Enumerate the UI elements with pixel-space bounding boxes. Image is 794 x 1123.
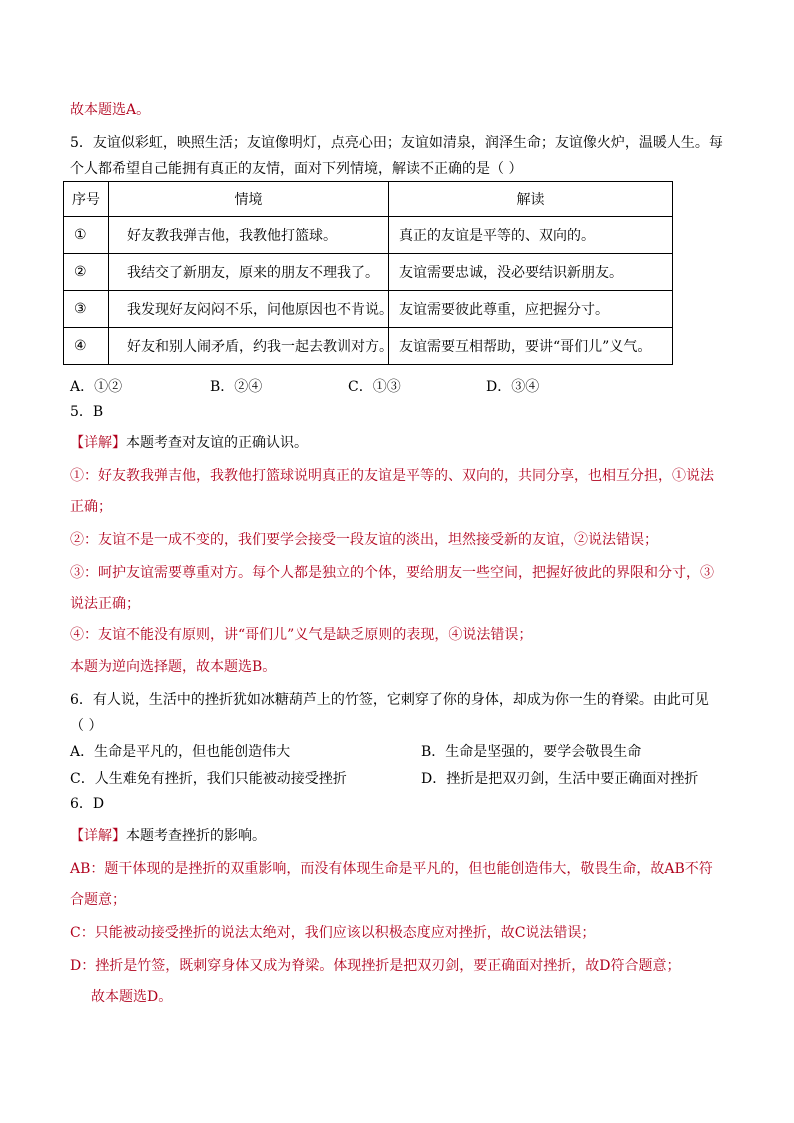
row-index: ③	[64, 291, 109, 328]
detail-tag: 【详解】	[70, 828, 126, 844]
q5-explanation-3b: 说法正确；	[70, 596, 140, 612]
q5-explanation-3a: ③：呵护友谊需要尊重对方。每个人都是独立的个体，要给朋友一些空间，把握好彼此的界限和分寸，③	[70, 565, 714, 581]
q6-option-d: D．挫折是把双刃剑，生活中要正确面对挫折	[421, 771, 699, 787]
detail-text: 本题考查对友谊的正确认识。	[126, 435, 308, 451]
row-index: ④	[64, 328, 109, 365]
row-interpretation: 友谊需要彼此尊重，应把握分寸。	[389, 291, 673, 328]
prev-conclusion: 故本题选A。	[70, 102, 151, 118]
table-row	[64, 328, 673, 365]
row-interpretation: 友谊需要互相帮助，要讲“哥们儿”义气。	[389, 328, 673, 365]
header-scenario: 情境	[109, 182, 389, 217]
q5-explanation-4: ④：友谊不能没有原则，讲“哥们儿”义气是缺乏原则的表现，④说法错误；	[70, 627, 533, 643]
row-scenario: 我发现好友闷闷不乐，问他原因也不肯说。	[109, 291, 389, 328]
header-index: 序号	[64, 182, 109, 217]
q5-detail	[70, 433, 308, 453]
row-interpretation: 友谊需要忠诚，没必要结识新朋友。	[389, 254, 673, 291]
q5-option-b: B．②④	[210, 379, 263, 395]
table-header-row	[64, 182, 673, 217]
q6-detail	[70, 826, 266, 846]
q6-stem-line1: 6．有人说，生活中的挫折犹如冰糖葫芦上的竹签，它刺穿了你的身体，却成为你一生的脊梁。由此可见	[70, 692, 709, 708]
q6-explanation-d: D：挫折是竹签，既刺穿身体又成为脊梁。体现挫折是把双刃剑，要正确面对挫折，故D符合题意；	[70, 958, 681, 974]
q5-option-d: D．③④	[486, 379, 540, 395]
row-scenario: 好友教我弹吉他，我教他打篮球。	[109, 217, 389, 254]
q6-explanation-ab-b: 合题意；	[70, 892, 126, 908]
q5-explanation-2: ②：友谊不是一成不变的，我们要学会接受一段友谊的淡出，坦然接受新的友谊，②说法错误；	[70, 532, 658, 548]
q6-conclusion: 故本题选D。	[91, 989, 173, 1005]
detail-tag: 【详解】	[70, 435, 126, 451]
q5-option-c: C．①③	[348, 379, 401, 395]
row-scenario: 我结交了新朋友，原来的朋友不理我了。	[109, 254, 389, 291]
row-index: ②	[64, 254, 109, 291]
header-interpretation: 解读	[389, 182, 673, 217]
q5-stem-line1: 5．友谊似彩虹，映照生活；友谊像明灯，点亮心田；友谊如清泉，润泽生命；友谊像火炉，温暖人生。每	[70, 135, 723, 151]
q6-explanation-ab-a: AB：题干体现的是挫折的双重影响，而没有体现生命是平凡的，但也能创造伟大，敬畏生命，故AB不符	[70, 861, 713, 877]
q6-option-b: B．生命是坚强的，要学会敬畏生命	[421, 744, 642, 760]
q5-conclusion: 本题为逆向选择题，故本题选B。	[70, 659, 277, 675]
table-row	[64, 291, 673, 328]
q5-explanation-1a: ①：好友教我弹吉他，我教他打篮球说明真正的友谊是平等的、双向的，共同分享，也相互分担，①说法	[70, 468, 714, 484]
q5-answer: 5．B	[70, 404, 104, 420]
row-scenario: 好友和别人闹矛盾，约我一起去教训对方。	[109, 328, 389, 365]
q5-option-a: A．①②	[70, 379, 123, 395]
scenario-table	[63, 181, 673, 365]
q6-explanation-c: C：只能被动接受挫折的说法太绝对，我们应该以积极态度应对挫折，故C说法错误；	[70, 925, 596, 941]
q5-stem-line2: 个人都希望自己能拥有真正的友情，面对下列情境，解读不正确的是（ ）	[70, 161, 523, 177]
q6-stem-line2: （ ）	[70, 718, 103, 734]
q6-option-a: A．生命是平凡的，但也能创造伟大	[70, 744, 291, 760]
table-row	[64, 254, 673, 291]
q6-option-c: C．人生难免有挫折，我们只能被动接受挫折	[70, 771, 347, 787]
table-row	[64, 217, 673, 254]
q6-answer: 6．D	[70, 796, 105, 812]
row-interpretation: 真正的友谊是平等的、双向的。	[389, 217, 673, 254]
row-index: ①	[64, 217, 109, 254]
q5-explanation-1b: 正确；	[70, 499, 112, 515]
detail-text: 本题考查挫折的影响。	[126, 828, 266, 844]
